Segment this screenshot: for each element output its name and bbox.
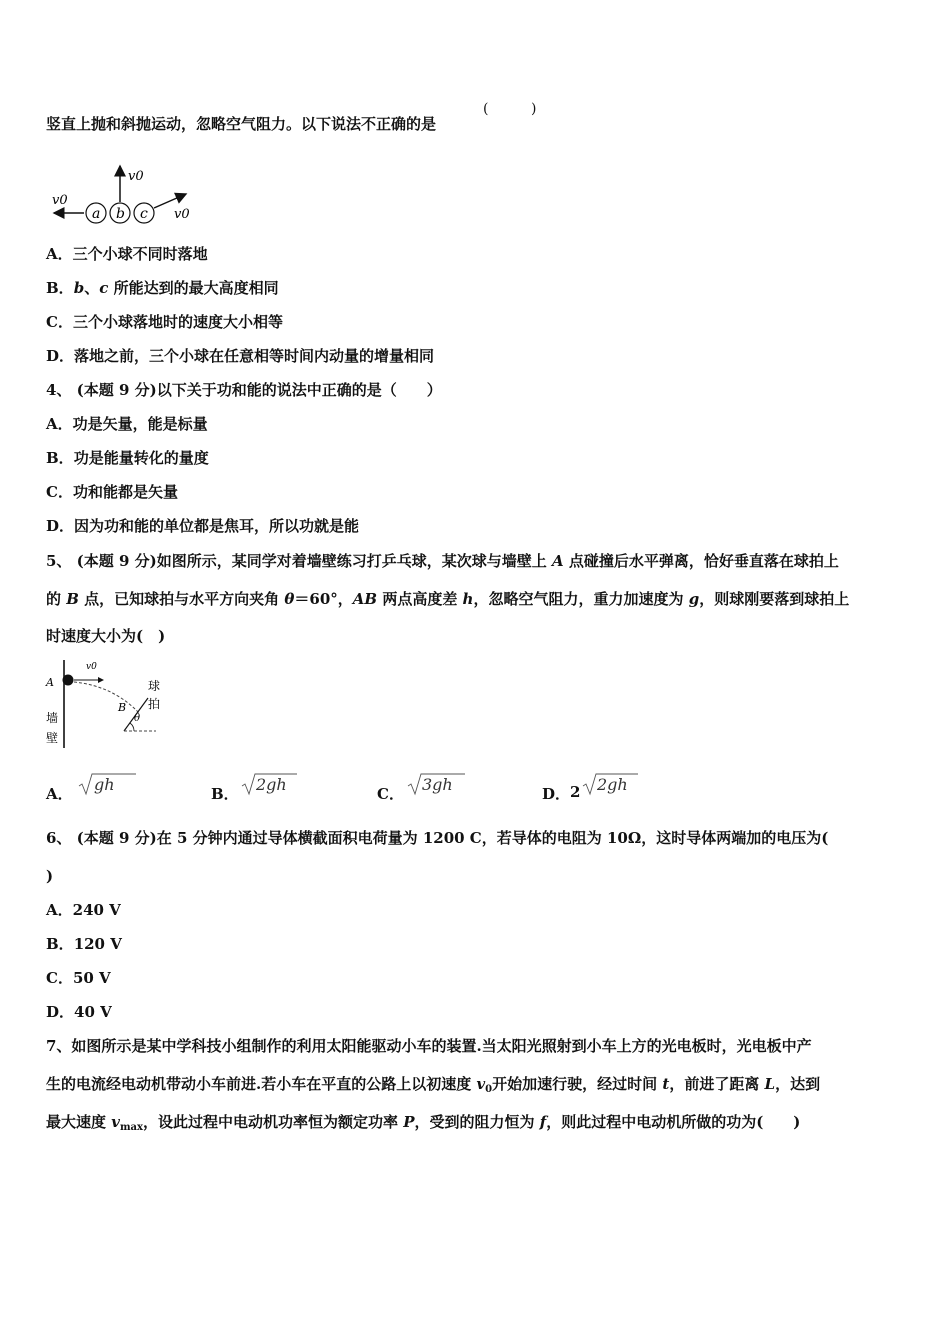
option-label: C．	[46, 313, 73, 331]
text: ，受到的阻力恒为	[414, 1113, 540, 1131]
text: 生的电流经电动机带动小车前进.若小车在平直的公路上以初速度	[46, 1075, 477, 1093]
ball	[63, 675, 74, 686]
option-text: 120 V	[73, 935, 122, 953]
text: ，则此过程中电动机所做的功为( )	[546, 1113, 801, 1131]
option-text: 所能达到的最大高度相同	[108, 279, 279, 297]
var-f: f	[539, 1113, 547, 1131]
text: 最大速度	[46, 1113, 112, 1131]
q7-stem-line2	[46, 1074, 820, 1100]
q5-stem-line1	[46, 551, 839, 571]
option-text: 50 V	[72, 969, 111, 987]
option-label: D．	[46, 347, 75, 365]
var-B: B	[66, 590, 79, 608]
option-label: C．	[46, 969, 73, 987]
q3-stem	[46, 114, 436, 134]
q4-stem: 4、 (本题 9 分)以下关于功和能的说法中正确的是（ ）	[46, 381, 442, 399]
subscript: 0	[485, 1084, 493, 1095]
label-A: A	[46, 676, 54, 689]
q7-stem-line1: 7、如图所示是某中学科技小组制作的利用太阳能驱动小车的装置.当太阳光照射到小车上方的光电板时，光电板中产	[46, 1037, 812, 1055]
v-right-arrow	[154, 194, 186, 208]
subscript: max	[119, 1122, 143, 1133]
q5-wall-racket-figure	[44, 656, 174, 752]
q4-option-a[interactable]	[46, 414, 208, 434]
var-A: A	[551, 552, 564, 570]
q3-stem-text: 竖直上抛和斜抛运动，忽略空气阻力。以下说法不正确的是	[46, 115, 437, 133]
q3-three-balls-figure	[48, 158, 208, 228]
q6-stem-line1: 6、 (本题 9 分)在 5 分钟内通过导体横截面积电荷量为 1200 C，若导体的电阻为 10Ω，这时导体两端加的电压为(	[46, 829, 829, 847]
text: 的	[46, 590, 67, 608]
label-v0: v0	[86, 662, 97, 672]
option-var-b: b	[73, 279, 85, 297]
trajectory	[74, 682, 140, 714]
option-label: B．	[46, 935, 74, 953]
text: 点碰撞后水平弹离，恰好垂直落在球拍上	[563, 552, 839, 570]
q6-option-b[interactable]	[46, 934, 122, 954]
sqrt-expression	[407, 772, 467, 798]
option-label: B．	[211, 785, 239, 803]
option-label: D．	[542, 785, 571, 803]
coefficient: 2	[570, 783, 581, 801]
q4-option-d[interactable]	[46, 516, 359, 536]
option-text: 功是矢量，能是标量	[72, 415, 208, 433]
var-v: v	[111, 1113, 120, 1131]
label-wall-1: 墙	[46, 711, 59, 725]
q3-option-b[interactable]	[46, 278, 279, 298]
radicand: 2gh	[256, 775, 287, 794]
var-L: L	[764, 1075, 776, 1093]
radicand: 3gh	[422, 775, 453, 794]
sqrt-expression	[241, 772, 301, 798]
q3-option-a[interactable]	[46, 244, 208, 264]
v-up-label: v0	[128, 169, 144, 184]
q6-option-d[interactable]	[46, 1002, 112, 1022]
option-text: 功和能都是矢量	[72, 483, 178, 501]
sqrt-expression	[582, 772, 642, 798]
var-h: h	[462, 590, 474, 608]
label-B: B	[118, 701, 127, 714]
ball-c-label: c	[140, 206, 148, 222]
label-racket-2: 拍	[148, 697, 161, 711]
q5-stem-line3: 时速度大小为( )	[46, 627, 166, 645]
var-P: P	[403, 1113, 415, 1131]
q4-option-b[interactable]	[46, 448, 209, 468]
q3-paren-open: (	[483, 101, 489, 117]
radicand: gh	[94, 775, 115, 794]
text: 5、 (本题 9 分)如图所示，某同学对着墙壁练习打乒乓球，某次球与墙壁上	[46, 552, 552, 570]
option-text: 功是能量转化的量度	[73, 449, 209, 467]
v-right-label: v0	[174, 207, 190, 222]
sqrt-expression	[78, 772, 138, 798]
option-label: B．	[46, 279, 74, 297]
q3-option-d[interactable]	[46, 346, 434, 366]
text: ，则球刚要落到球拍上	[699, 590, 850, 608]
q6-option-c[interactable]	[46, 968, 111, 988]
text: 两点高度差	[377, 590, 463, 608]
option-text: 三个小球落地时的速度大小相等	[72, 313, 283, 331]
option-label: A．	[46, 785, 73, 803]
option-label: C．	[46, 483, 73, 501]
q6-stem-line2: )	[46, 867, 54, 885]
option-text: 40 V	[74, 1003, 112, 1021]
text: 点，已知球拍与水平方向夹角	[78, 590, 285, 608]
label-racket-1: 球	[148, 679, 161, 693]
option-text: 240 V	[72, 901, 121, 919]
v-left-label: v0	[52, 193, 68, 208]
q3-option-c[interactable]	[46, 312, 283, 332]
q3-paren-close: )	[531, 101, 537, 117]
text: ，设此过程中电动机功率恒为额定功率	[142, 1113, 404, 1131]
option-label: C．	[377, 785, 404, 803]
option-text: 因为功和能的单位都是焦耳，所以功就是能	[74, 517, 360, 535]
option-label: A．	[46, 245, 73, 263]
ball-a-label: a	[92, 206, 101, 222]
text: 开始加速行驶，经过时间	[492, 1075, 663, 1093]
label-theta: θ	[134, 713, 141, 724]
q7-stem-line3	[46, 1112, 800, 1138]
option-label: A．	[46, 901, 73, 919]
text: ，前进了距离	[669, 1075, 765, 1093]
option-label: D．	[46, 517, 75, 535]
var-t: t	[662, 1075, 670, 1093]
radicand: 2gh	[597, 775, 628, 794]
text: ＝60°，	[294, 590, 353, 608]
label-wall-2: 壁	[46, 731, 59, 745]
var-g: g	[688, 590, 700, 608]
var-theta: θ	[284, 590, 295, 608]
option-sep: 、	[84, 279, 100, 297]
option-text: 三个小球不同时落地	[72, 245, 208, 263]
option-text: 落地之前，三个小球在任意相等时间内动量的增量相同	[74, 347, 435, 365]
option-label: A．	[46, 415, 73, 433]
var-v: v	[476, 1075, 486, 1093]
var-AB: AB	[352, 590, 378, 608]
text: ，达到	[775, 1075, 821, 1093]
q4-option-c[interactable]	[46, 482, 178, 502]
option-label: B．	[46, 449, 74, 467]
q5-stem-line2	[46, 589, 849, 609]
option-label: D．	[46, 1003, 75, 1021]
option-var-c: c	[99, 279, 109, 297]
text: ，忽略空气阻力，重力加速度为	[473, 590, 689, 608]
ball-b-label: b	[116, 206, 125, 222]
q6-option-a[interactable]	[46, 900, 121, 920]
